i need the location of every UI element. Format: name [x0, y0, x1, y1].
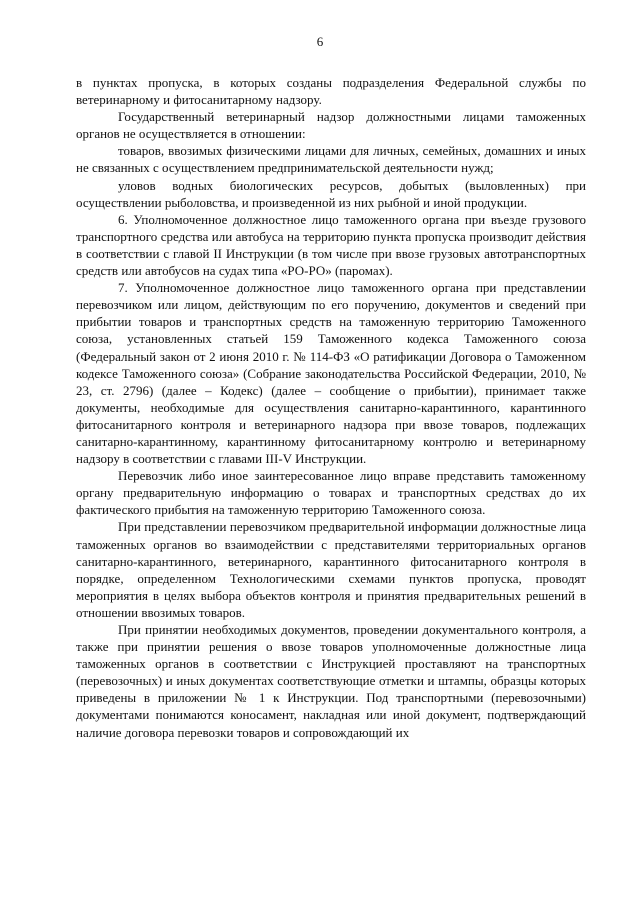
- paragraph-documents-acceptance: При принятии необходимых документов, проведении документального контроля, а также при принятии решения о ввозе товаров уполномоченные должностные лица таможенных органов в соответствии с Инструкцией проставляют на транспортных (перевозочных) и иных документах соответствующие отметки и штампы, образцы которых приведены в приложении № 1 к Инструкции. Под транспортными (перевозочными) документами понимаются коносамент, накладная или иной документ, подтверждающий наличие договора перевозки товаров и сопровождающий их: [76, 622, 586, 740]
- paragraph-preliminary-processing: При представлении перевозчиком предварительной информации должностные лица таможенных органов во взаимодействии с представителями территориальных органов санитарно-карантинного, ветеринарного, карантинного фитосанитарного контроля в порядке, определенном Технологическими схемами пунктов пропуска, проводят мероприятия в целях выбора объектов контроля и принятия предварительных решений в отношении ввозимых товаров.: [76, 519, 586, 620]
- paragraph-item-7: 7. Уполномоченное должностное лицо таможенного органа при представлении перевозчиком или лицом, действующим по его поручению, документов и сведений при прибытии товаров и транспортных средств на таможенную территорию Таможенного союза, установленных статьей 159 Таможенного кодекса Таможенного союза (Федеральный закон от 2 июня 2010 г. № 114-ФЗ «О ратификации Договора о Таможенном кодексе Таможенного союза» (Собрание законодательства Российской Федерации, 2010, № 23, ст. 2796) (далее – Кодекс) (далее – сообщение о прибытии), принимает также документы, необходимые для осуществления санитарно-карантинного, карантинного фитосанитарного контроля и ветеринарного надзора при ввозе товаров, подлежащих санитарно-карантинному, карантинному фитосанитарному контролю и ветеринарному надзору в соответствии с главами III-V Инструкции.: [76, 280, 586, 467]
- paragraph-vet-supervision: Государственный ветеринарный надзор должностными лицами таможенных органов не осуществляется в отношении:: [76, 109, 586, 142]
- paragraph-item-6: 6. Уполномоченное должностное лицо таможенного органа при въезде грузового транспортного средства или автобуса на территорию пункта пропуска производит действия в соответствии с главой II Инструкции (в том числе при ввозе грузовых автотранспортных средств или автобусов на судах типа «РО-РО» (паромах).: [76, 211, 586, 279]
- paragraph-continuation: в пунктах пропуска, в которых созданы подразделения Федеральной службы по ветеринарному и фитосанитарному надзору.: [76, 75, 586, 108]
- document-body: [76, 74, 586, 741]
- page-number: 6: [316, 34, 324, 49]
- paragraph-personal-goods: товаров, ввозимых физическими лицами для личных, семейных, домашних и иных не связанных с осуществлением предпринимательской деятельности нужд;: [76, 143, 586, 176]
- paragraph-aquatic-resources: уловов водных биологических ресурсов, добытых (выловленных) при осуществлении рыболовства, и произведенной из них рыбной и иной продукции.: [76, 177, 586, 210]
- paragraph-preliminary-info: Перевозчик либо иное заинтересованное лицо вправе представить таможенному органу предварительную информацию о товарах и транспортных средствах до их фактического прибытия на таможенную территорию Таможенного союза.: [76, 468, 586, 518]
